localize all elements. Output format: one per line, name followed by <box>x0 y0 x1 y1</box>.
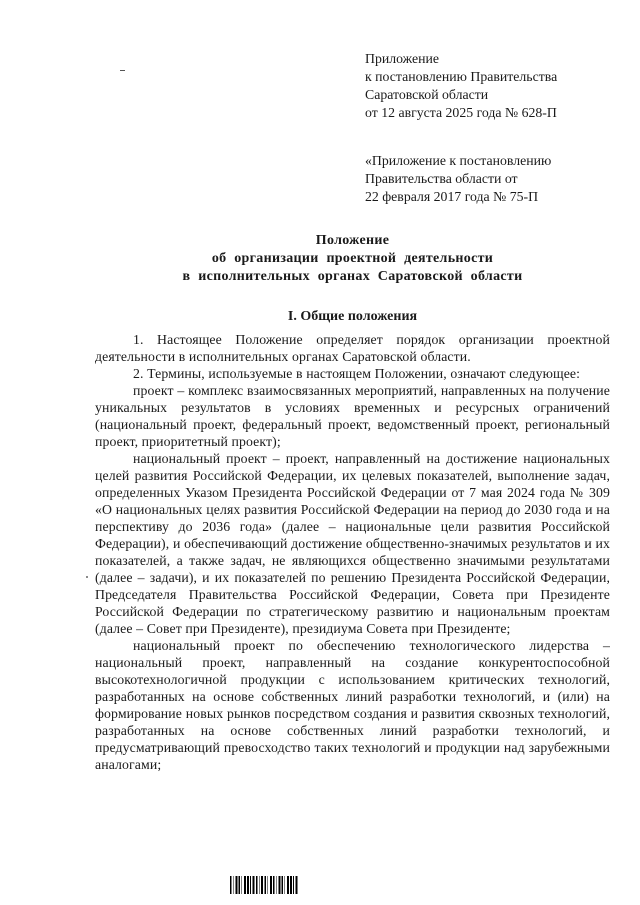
scan-artifact-dash <box>120 70 125 71</box>
section-heading: I. Общие положения <box>287 309 418 324</box>
scan-artifact-dot <box>86 576 88 578</box>
appendix-line: Саратовской области <box>365 87 489 102</box>
barcode-icon <box>230 876 298 894</box>
body-paragraph: национальный проект по обеспечению технологического лидерства – национальный проект, направленный на создание конкурентоспособной высокотехнологичной продукции с использованием критических технологий, разработанных на основе собственных линий разработки технологий, и (или) на формирование новых рынков посредством создания и развития сквозных технологий, разработанных на основе собственных линий разработки технологий, и предусматривающий превосходство таких технологий и продукции над зарубежными аналогами; <box>95 638 610 772</box>
document-title-line: об организации проектной деятельности <box>211 251 494 266</box>
document-title-line: в исполнительных органах Саратовской области <box>182 269 523 284</box>
amendment-reference-block <box>365 152 610 206</box>
appendix-line: Приложение <box>365 51 440 66</box>
document-body <box>95 331 610 773</box>
appendix-line: к постановлению Правительства <box>365 69 558 84</box>
appendix-reference-block <box>365 50 610 122</box>
amendment-line: 22 февраля 2017 года № 75-П <box>365 189 539 204</box>
body-paragraph: 2. Термины, используемые в настоящем Положении, означают следующее: <box>133 366 581 381</box>
document-title-line: Положение <box>315 233 390 248</box>
body-paragraph: 1. Настоящее Положение определяет порядок организации проектной деятельности в исполнительных органах Саратовской области. <box>95 332 610 364</box>
body-paragraph: проект – комплекс взаимосвязанных мероприятий, направленных на получение уникальных результатов в условиях временных и ресурсных ограничений (национальный проект, федеральный проект, ведомственный проект, региональный проект, приоритетный проект); <box>95 383 610 449</box>
amendment-line: «Приложение к постановлению <box>365 153 552 168</box>
document-title <box>95 232 610 286</box>
amendment-line: Правительства области от <box>365 171 518 186</box>
appendix-line: от 12 августа 2025 года № 628-П <box>365 105 557 120</box>
body-paragraph: национальный проект – проект, направленный на достижение национальных целей развития Российской Федерации, их целевых показателей, выполнение задач, определенных Указом Президента Российской Федерации от 7 мая 2024 года № 309 «О национальных целях развития Российской Федерации на период до 2030 года и на перспективу до 2036 года» (далее – национальные цели развития Российской Федерации), и обеспечивающий достижение общественно-значимых результатов и их показателей, а также задач, не являющихся общественно значимыми результатами (далее – задачи), и их показателей по решению Президента Российской Федерации, Председателя Правительства Российской Федерации, Совета при Президенте Российской Федерации по стратегическому развитию и национальным проектам (далее – Совет при Президенте), президиума Совета при Президенте; <box>95 451 610 636</box>
